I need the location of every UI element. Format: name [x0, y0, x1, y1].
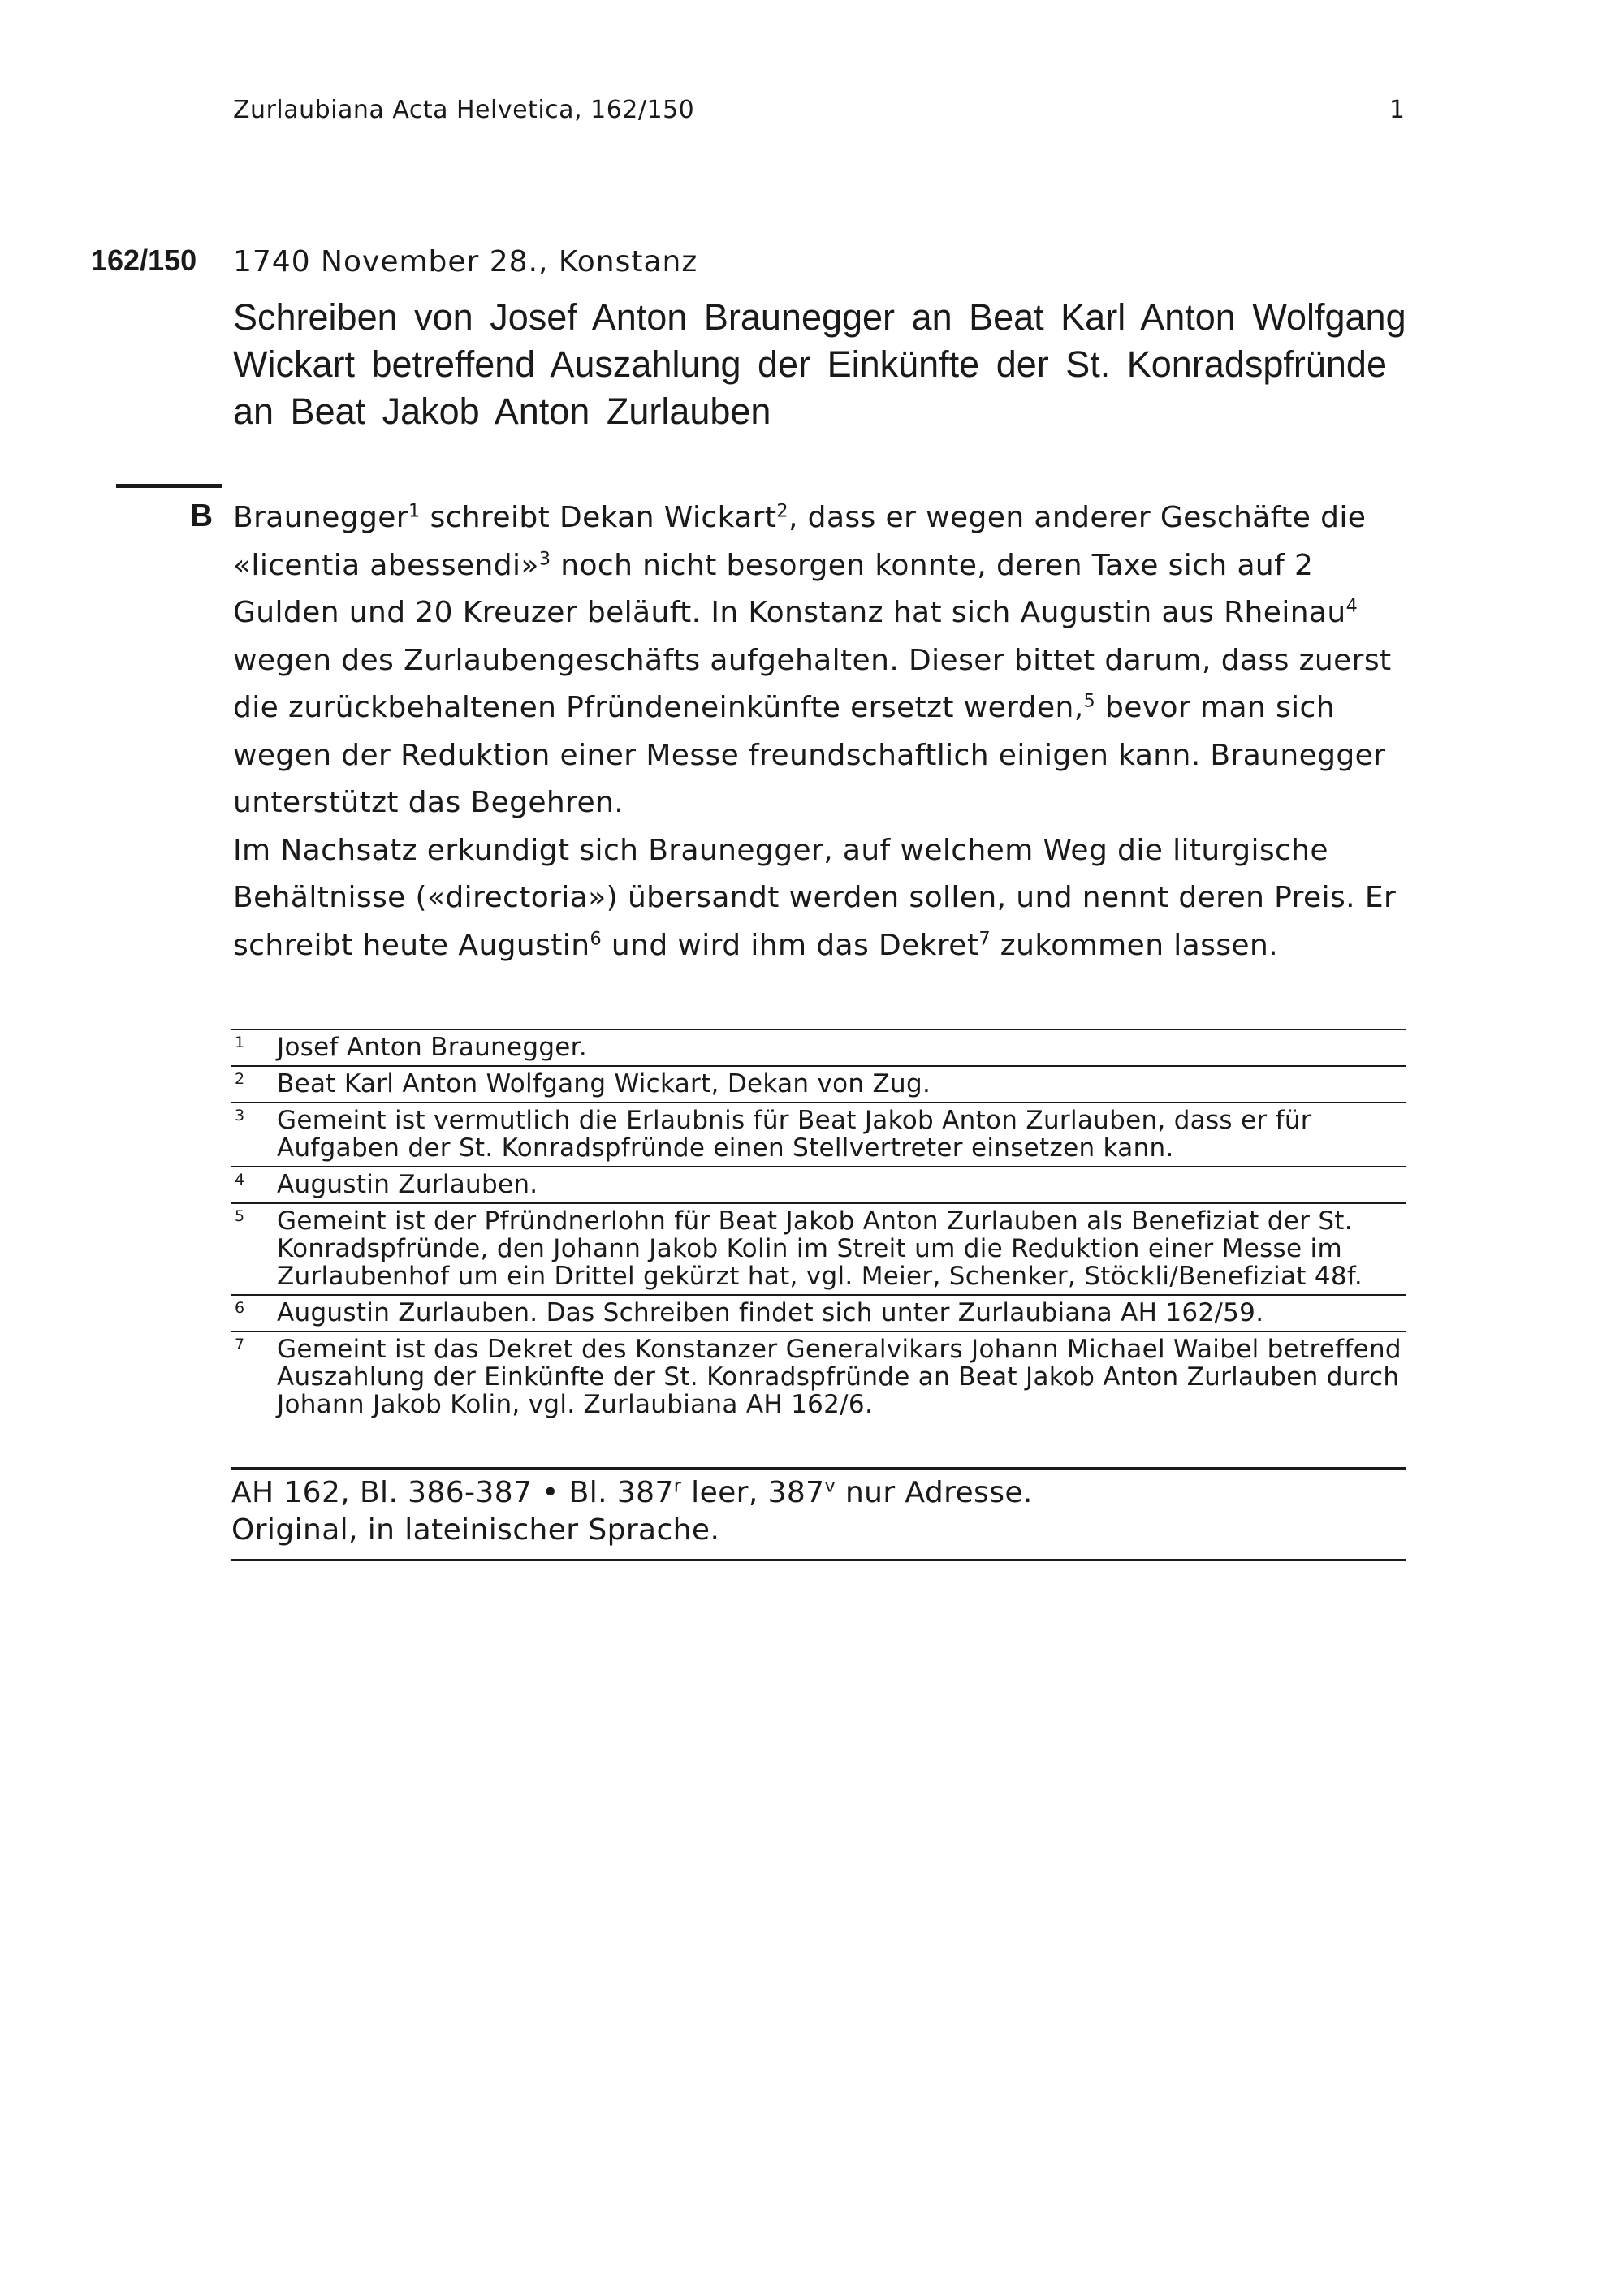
footnote-ref-3[interactable]: 3 — [538, 548, 551, 570]
footnote-ref-6[interactable]: 6 — [590, 928, 603, 950]
footnote-text: Beat Karl Anton Wolfgang Wickart, Dekan von Zug. — [277, 1069, 931, 1098]
running-title: Zurlaubiana Acta Helvetica, 162/150 — [233, 96, 695, 124]
summary-text-run: und wird ihm das Dekret — [602, 928, 979, 962]
summary-text-run: noch nicht besorgen konnte, deren Taxe sich auf 2 Gulden und 20 Kreuzer beläuft. In Konstanz hat sich Augustin aus Rheinau — [233, 548, 1346, 629]
footnote-item — [231, 1331, 1406, 1422]
footnote-item — [231, 1029, 1406, 1065]
footnote-item — [231, 1166, 1406, 1202]
source-line-1 — [231, 1474, 1406, 1512]
footnote-item — [231, 1294, 1406, 1331]
footnote-item — [231, 1102, 1406, 1166]
footnote-number: 1 — [235, 1034, 245, 1051]
source-text-run: AH 162, Bl. 386-387 • Bl. 387 — [231, 1476, 674, 1509]
page-number: 1 — [1389, 96, 1405, 124]
footnote-list — [231, 1029, 1406, 1422]
entry-title: Schreiben von Josef Anton Braunegger an Beat Karl Anton Wolfgang Wickart betreffend Auszahlung der Einkünfte der St. Konradspfründe an Beat Jakob Anton Zurlauben — [233, 296, 1406, 432]
source-text-run: nur Adresse. — [836, 1476, 1033, 1509]
entry-number: 162/150 — [91, 244, 197, 277]
entry-date-place: 1740 November 28., Konstanz — [233, 245, 698, 278]
footnote-ref-1[interactable]: 1 — [408, 500, 421, 522]
recto-mark: r — [673, 1475, 682, 1497]
footnote-text: Josef Anton Braunegger. — [277, 1033, 588, 1062]
footnote-item — [231, 1065, 1406, 1102]
footnote-text: Gemeint ist das Dekret des Konstanzer Generalvikars Johann Michael Waibel betreffend Auszahlung der Einkünfte der St. Konradspfründe an Beat Jakob Anton Zurlauben durch Johann Jakob Kolin, vgl. Zurlaubiana AH 162/6. — [277, 1335, 1402, 1419]
footnote-ref-7[interactable]: 7 — [978, 928, 991, 950]
footnote-number: 3 — [235, 1107, 245, 1124]
source-line-2: Original, in lateinischer Sprache. — [231, 1513, 720, 1547]
verso-mark: v — [824, 1475, 836, 1497]
summary-text-run: wegen des Zurlaubengeschäfts aufgehalten. Dieser bittet darum, dass zuerst die zurückbehaltenen Pfründeneinkünfte ersetzt werden, — [233, 643, 1392, 724]
footnote-ref-4[interactable]: 4 — [1345, 595, 1358, 617]
footnote-item — [231, 1202, 1406, 1294]
footnote-number: 2 — [235, 1070, 245, 1088]
footnote-number: 7 — [235, 1336, 245, 1353]
summary-paragraph-2 — [233, 827, 1419, 970]
source-text-run: leer, 387 — [681, 1476, 825, 1509]
summary-text-run: Braunegger — [233, 501, 408, 534]
footnote-number: 5 — [235, 1207, 245, 1225]
summary-text-run: schreibt Dekan Wickart — [420, 501, 777, 534]
footnote-text: Augustin Zurlauben. Das Schreiben findet sich unter Zurlaubiana AH 162/59. — [277, 1298, 1264, 1327]
footnote-text: Augustin Zurlauben. — [277, 1170, 538, 1199]
footnote-ref-2[interactable]: 2 — [776, 500, 788, 522]
summary-text — [233, 494, 1419, 969]
footnote-ref-5[interactable]: 5 — [1083, 690, 1096, 712]
section-rule — [116, 484, 222, 488]
summary-text-run: Im Nachsatz erkundigt sich Braunegger, auf welchem Weg die liturgische Behältnisse («directoria») übersandt werden sollen, und nennt deren Preis. Er schreibt heute Augustin — [233, 833, 1397, 962]
footnote-text: Gemeint ist vermutlich die Erlaubnis für Beat Jakob Anton Zurlauben, dass er für Aufgaben der St. Konradspfründe einen Stellvertreter einsetzen kann. — [277, 1106, 1311, 1163]
summary-text-run: , dass er wegen anderer Geschäfte die «licentia abessendi» — [233, 501, 1367, 582]
summary-paragraph-1 — [233, 494, 1419, 827]
footnote-text: Gemeint ist der Pfründnerlohn für Beat Jakob Anton Zurlauben als Benefiziat der St. Konradspfründe, den Johann Jakob Kolin im Streit um die Reduktion einer Messe im Zurlaubenhof um ein Drittel gekürzt hat, vgl. Meier, Schenker, Stöckli/Benefiziat 48f. — [277, 1206, 1363, 1291]
section-marker: B — [190, 498, 214, 533]
footnote-number: 6 — [235, 1299, 245, 1317]
summary-text-run: zukommen lassen. — [990, 928, 1279, 962]
summary-text-run: bevor man sich wegen der Reduktion einer Messe freundschaftlich einigen kann. Braunegger unterstützt das Begehren. — [233, 691, 1386, 819]
source-note — [231, 1467, 1406, 1561]
footnote-number: 4 — [235, 1171, 245, 1189]
